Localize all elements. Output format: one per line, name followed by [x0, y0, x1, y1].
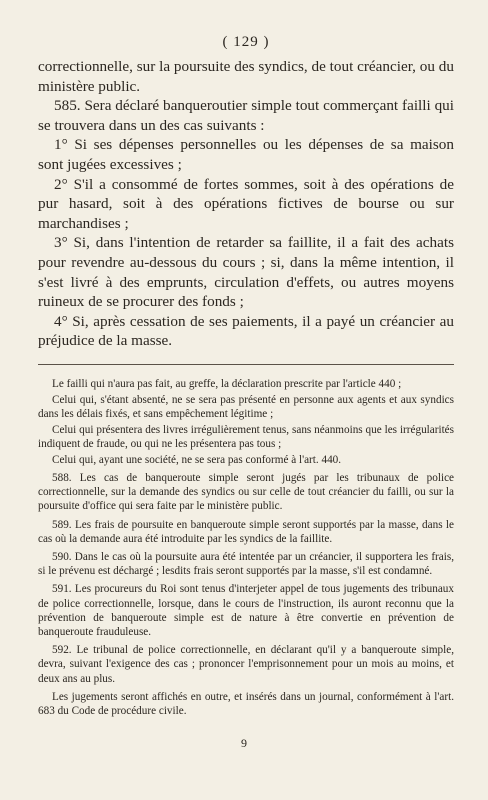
note-paragraph: Celui qui, s'étant absenté, ne se sera pas présenté en personne aux agents et aux syndics dans les délais fixés, et sans empêchement légitime ; — [38, 393, 454, 420]
note-paragraph: 591. Les procureurs du Roi sont tenus d'interjeter appel de tous jugements des tribunaux de police correctionnelle, lorsque, dans le cours de l'instruction, ils auront reconnu que la prévention de banqueroute simple est de nature à être convertie en prévention de banqueroute frauduleuse. — [38, 583, 454, 638]
main-paragraph: correctionnelle, sur la poursuite des syndics, de tout créancier, ou du ministère public. — [38, 58, 454, 95]
main-paragraph: 585. Sera déclaré banqueroutier simple tout commerçant failli qui se trouvera dans un des cas suivants : — [38, 97, 454, 134]
note-paragraph: 590. Dans le cas où la poursuite aura été intentée par un créancier, il supportera les frais, si le prévenu est déchargé ; lesdits frais seront supportés par la masse, s'il est condamné. — [38, 550, 454, 578]
note-paragraph: Les jugements seront affichés en outre, et insérés dans un journal, conformément à l'art. 683 du Code de procédure civile. — [38, 690, 454, 717]
main-paragraph: 2° S'il a consommé de fortes sommes, soit à des opérations de pur hasard, soit à des opérations fictives de bourse ou sur marchandises ; — [38, 175, 454, 232]
signature-mark: 9 — [241, 736, 247, 750]
note-paragraph: 588. Les cas de banqueroute simple seront jugés par les tribunaux de police correctionnelle, sur la demande des syndics ou sur celle de tout créancier du failli, ou sur la poursuite d'office qui sera faite par le ministère public. — [38, 471, 454, 513]
note-paragraph: Le failli qui n'aura pas fait, au greffe, la déclaration prescrite par l'article 440 ; — [52, 377, 402, 390]
notes-text — [38, 377, 454, 718]
note-paragraph: Celui qui présentera des livres irrégulièrement tenus, sans néanmoins que les irrégularités indiquent de fraude, ou qui ne les présentera pas tous ; — [38, 423, 454, 450]
note-paragraph: Celui qui, ayant une société, ne se sera pas conformé à l'art. 440. — [52, 453, 342, 466]
main-paragraph: 1° Si ses dépenses personnelles ou les dépenses de sa maison sont jugées excessives ; — [38, 136, 454, 173]
note-paragraph: 589. Les frais de poursuite en banqueroute simple seront supportés par la masse, dans le cas où la demande aura été introduite par les syndics de la faillite. — [38, 518, 454, 545]
main-paragraph: 4° Si, après cessation de ses paiements, il a payé un créancier au préjudice de la masse. — [38, 312, 454, 350]
section-divider — [38, 364, 454, 365]
main-text — [38, 57, 454, 351]
main-paragraph: 3° Si, dans l'intention de retarder sa faillite, il a fait des achats pour revendre au-dessous du cours ; si, dans la même intention, il s'est livré à des emprunts, circulation d'effets, ou autres moyens ruineux de se procurer des fonds ; — [38, 234, 454, 311]
note-paragraph: 592. Le tribunal de police correctionnelle, en déclarant qu'il y a banqueroute simple, devra, suivant l'exigence des cas ; prononcer l'emprisonnement pour un mois au moins, et deux ans au plus. — [38, 644, 454, 685]
page-number: ( 129 ) — [222, 34, 270, 50]
